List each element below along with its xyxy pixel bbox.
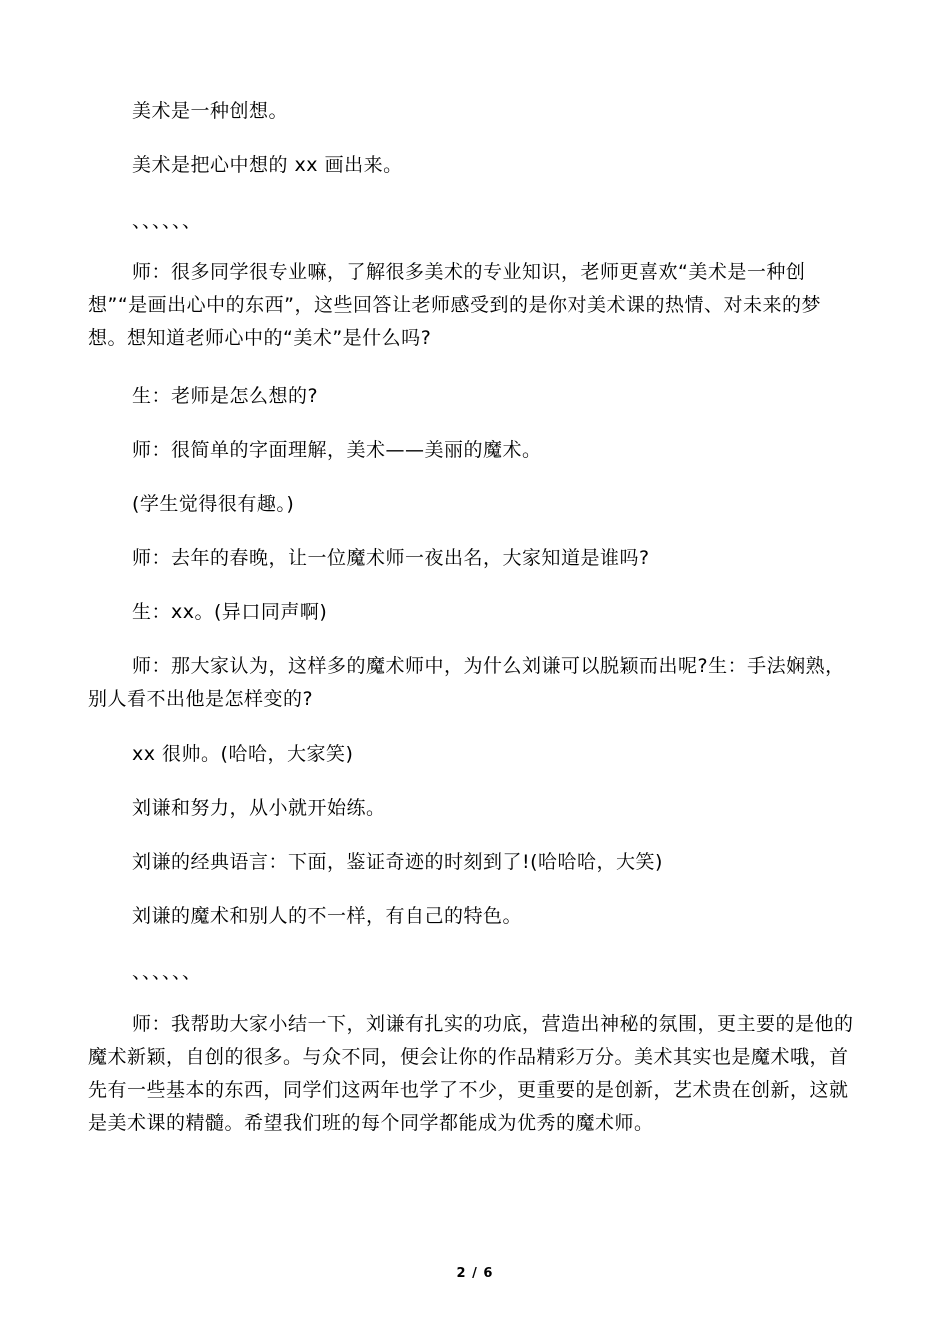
paragraph: (学生觉得很有趣。)	[132, 493, 295, 515]
paragraph: xx 很帅。(哈哈，大家笑)	[132, 743, 354, 765]
paragraph: 刘谦和努力，从小就开始练。	[132, 797, 386, 819]
paragraph: 、、、、、、	[132, 210, 202, 232]
paragraph: 刘谦的魔术和别人的不一样，有自己的特色。	[132, 905, 523, 927]
paragraph: 美术是一种创想。	[132, 100, 289, 122]
paragraph: 生：xx。(异口同声啊)	[132, 601, 328, 623]
paragraph: 师：那大家认为，这样多的魔术师中，为什么刘谦可以脱颖而出呢?生：手法娴熟，别人看不出他是怎样变的?	[88, 655, 845, 710]
paragraph: 师：很简单的字面理解，美术——美丽的魔术。	[132, 439, 542, 461]
paragraph: 生：老师是怎么想的?	[132, 385, 319, 407]
paragraph: 师：很多同学很专业嘛，了解很多美术的专业知识，老师更喜欢“美术是一种创想”“是画出心中的东西”，这些回答让老师感受到的是你对美术课的热情、对未来的梦想。想知道老师心中的“美术”是什么吗?	[88, 261, 822, 349]
paragraph: 美术是把心中想的 xx 画出来。	[132, 154, 403, 176]
paragraph: 师：去年的春晚，让一位魔术师一夜出名，大家知道是谁吗?	[132, 547, 650, 569]
paragraph: 师：我帮助大家小结一下，刘谦有扎实的功底，营造出神秘的氛围，更主要的是他的魔术新颖，自创的很多。与众不同，便会让你的作品精彩万分。美术其实也是魔术哦，首先有一些基本的东西，同学们这两年也学了不少，更重要的是创新，艺术贵在创新，这就是美术课的精髓。希望我们班的每个同学都能成为优秀的魔术师。	[88, 1013, 854, 1134]
paragraph: 、、、、、、	[132, 961, 202, 983]
page-number: 2 / 6	[456, 1266, 494, 1281]
paragraph: 刘谦的经典语言：下面，鉴证奇迹的时刻到了!(哈哈哈，大笑)	[132, 851, 663, 873]
